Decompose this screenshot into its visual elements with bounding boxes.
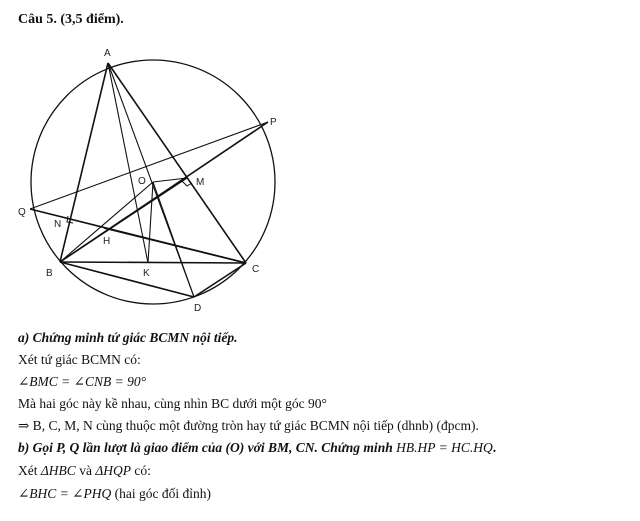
- segment-bc: [60, 262, 246, 263]
- part-b-text: b) Gọi P, Q lần lượt là giao điểm của (O) với BM, CN. Chứng minh: [18, 440, 393, 455]
- part-a-title: a) Chứng minh tứ giác BCMN nội tiếp.: [18, 330, 238, 345]
- question-heading: Câu 5. (3,5 điểm).: [18, 12, 124, 27]
- label-o: O: [138, 176, 146, 187]
- segment-ab: [60, 63, 111, 262]
- label-n: N: [54, 219, 62, 230]
- label-k: K: [143, 268, 150, 279]
- part-b-formula: HB.HP = HC.HQ: [396, 440, 493, 455]
- conclusion-line: ⇒ B, C, M, N cùng thuộc một đường tròn hay tứ giác BCMN nội tiếp (dhnb) (đpcm).: [18, 418, 479, 433]
- l6-note: (hai góc đối đỉnh): [114, 486, 211, 501]
- triangle-hbc: ΔHBC: [40, 463, 76, 478]
- label-p: P: [270, 117, 277, 128]
- part-b-title: [18, 440, 496, 456]
- label-b: B: [46, 268, 53, 279]
- line-6: [18, 486, 211, 502]
- triangle-hqp: ΔHQP: [95, 463, 131, 478]
- l5-suffix: có:: [134, 463, 151, 478]
- segment-ob: [60, 182, 153, 262]
- angle-equation: ∠BMC = ∠CNB = 90°: [18, 374, 146, 389]
- segment-ok: [148, 182, 153, 263]
- segment-pq: [30, 122, 268, 209]
- label-q: Q: [18, 207, 26, 218]
- label-d: D: [194, 303, 202, 314]
- label-c: C: [252, 264, 260, 275]
- label-m: M: [196, 177, 205, 188]
- label-a: A: [104, 48, 111, 59]
- line-1: Xét tứ giác BCMN có:: [18, 352, 141, 367]
- part-b-end: .: [492, 440, 497, 455]
- segment-cd: [194, 263, 246, 297]
- l5-and: và: [79, 463, 92, 478]
- l5-prefix: Xét: [18, 463, 38, 478]
- line-3: Mà hai góc này kề nhau, cùng nhìn BC dưới một góc 90°: [18, 396, 327, 411]
- line-5: [18, 463, 151, 479]
- label-h: H: [103, 236, 111, 247]
- angle-bhc-phq: ∠BHC = ∠PHQ: [18, 486, 112, 501]
- segment-od: [153, 182, 194, 297]
